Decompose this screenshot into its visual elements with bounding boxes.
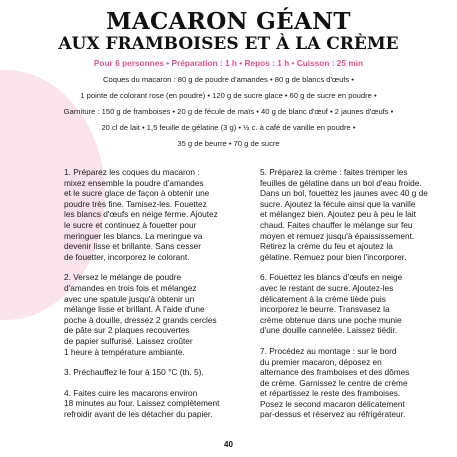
ingredients-line: Garniture : 150 g de framboises • 20 g de fécule de maïs • 40 g de blanc d'œuf • 2 jaunes d'œufs • <box>63 107 394 116</box>
recipe-step-7: 7. Procédez au montage : sur le bord du premier macaron, déposez en alternance des framboises et des dômes de crème. Garnissez le centre de crème et répartissez le reste des framboises. Posez le second macaron délicatement par-dessus et réservez au réfrigérateur. <box>260 345 410 420</box>
recipe-step-5: 5. Préparez la crème : faites tremper les feuilles de gélatine dans un bol d'eau froide. Dans un bol, fouettez les jaunes avec 40 g de sucre. Ajoutez la fécule ainsi que la vanille et mélangez bien. Ajoutez peu à peu le lait chaud. Faites chauffer le mélange sur feu moyen et remuez jusqu'à épaississement. Retirez la crème du feu et ajoutez la gélatine. Remuez pour bien l'incorporer. <box>260 167 428 262</box>
recipe-title-line2: AUX FRAMBOISES ET À LA CRÈME <box>58 34 399 54</box>
ingredients-line: 35 g de beurre • 70 g de sucre <box>177 139 280 148</box>
recipe-step-6: 6. Fouettez les blancs d'œufs en neige avec le restant de sucre. Ajoutez-les délicatement à la crème tiède puis incorporez le beurre. Transvasez la crème obtenue dans une poche munie d'une douille cannelée. Laissez tiédir. <box>260 272 403 336</box>
recipe-step-3: 3. Préchauffez le four à 150 °C (th. 5). <box>64 367 204 378</box>
ingredients-line: Coques du macaron : 80 g de poudre d'amandes • 80 g de blancs d'œufs • <box>103 75 354 84</box>
recipe-step-2: 2. Versez le mélange de poudre d'amandes en trois fois et mélangez avec une spatule jusqu'à obtenir un mélange lisse et brillant. À l'aide d'une poche à douille, dressez 2 grands cercles de pâte sur 2 plaques recouvertes de papier sulfurisé. Laissez croûter 1 heure à température ambiante. <box>64 272 217 357</box>
recipe-step-4: 4. Faites cuire les macarons environ 18 minutes au four. Laissez complètement refroidir avant de les détacher du papier. <box>64 387 220 419</box>
recipe-meta: Pour 6 personnes • Préparation : 1 h • Repos : 1 h • Cuisson : 25 min <box>93 58 364 68</box>
steps-right-column <box>260 167 440 430</box>
ingredients-line: 20 cl de lait • 1,5 feuille de gélatine (3 g) • ½ c. à café de vanille en poudre • <box>101 123 356 132</box>
page-number: 40 <box>224 440 233 449</box>
steps-left-column <box>64 167 244 429</box>
recipe-step-1: 1. Préparez les coques du macaron : mixez ensemble la poudre d'amandes et le sucre glace de façon à obtenir une poudre très fine. Tamisez-les. Fouettez les blancs d'œufs en neige ferme. Ajoutez le sucre et continuez à fouetter pour meringuer les blancs. La meringue va devenir lisse et brillante. Sans cesser de fouetter, incorporez le colorant. <box>64 167 218 262</box>
ingredients-line: 1 pointe de colorant rose (en poudre) • 120 g de sucre glace • 60 g de sucre en poudre • <box>80 91 377 100</box>
recipe-title-line1: MACARON GÉANT <box>106 8 351 35</box>
